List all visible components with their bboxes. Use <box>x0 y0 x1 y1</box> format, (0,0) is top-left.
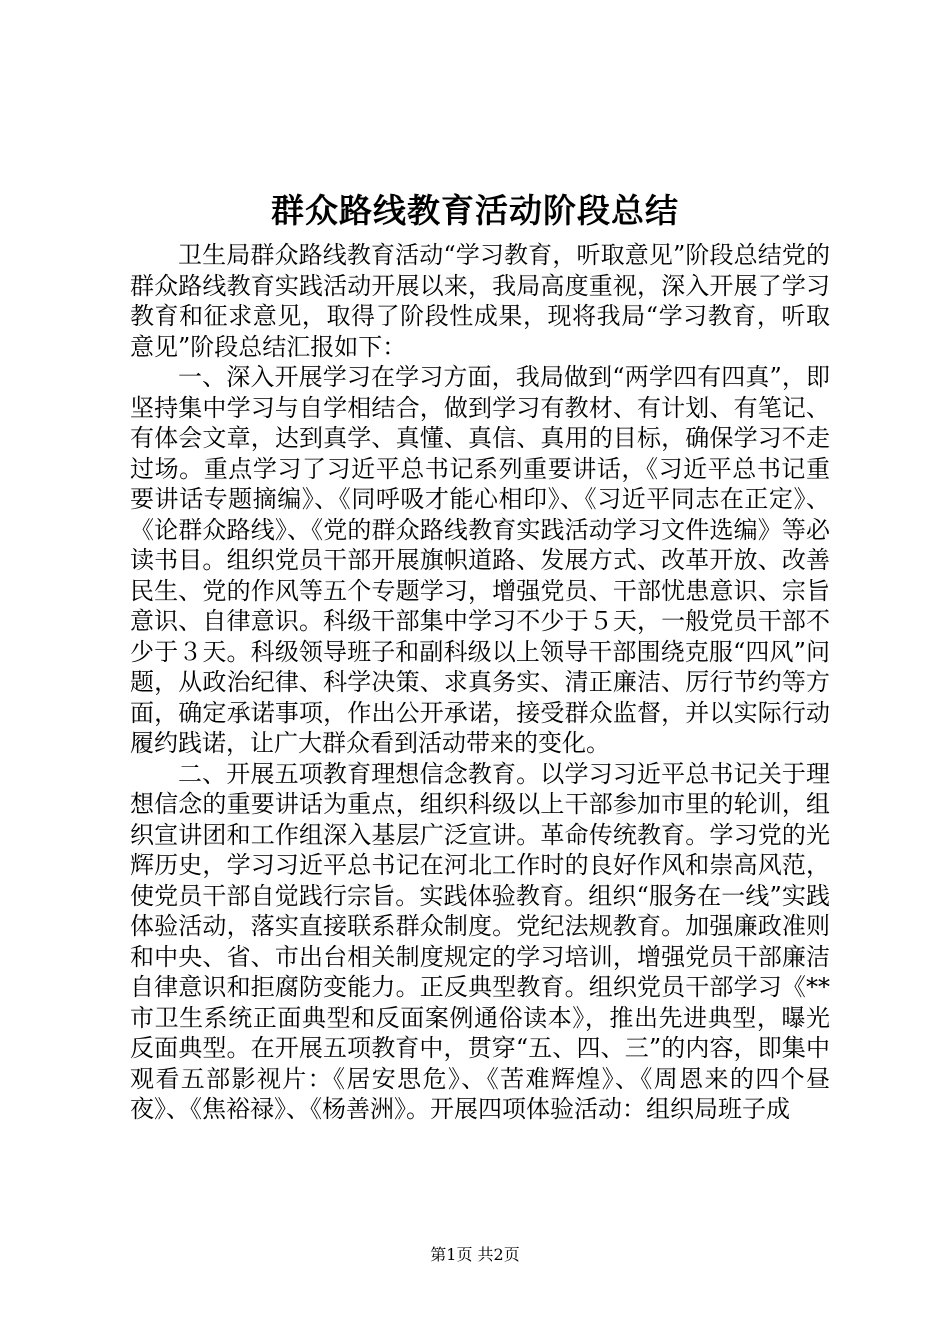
paragraph-section-one: 一、深入开展学习在学习方面，我局做到“两学四有四真”，即坚持集中学习与自学相结合，做到学习有教材、有计划、有笔记、有体会文章，达到真学、真懂、真信、真用的目标，确保学习不走过场。重点学习了习近平总书记系列重要讲话，《习近平总书记重要讲话专题摘编》、《同呼吸才能心相印》、《习近平同志在正定》、《论群众路线》、《党的群众路线教育实践活动学习文件选编》等必读书目。组织党员干部开展旗帜道路、发展方式、改革开放、改善民生、党的作风等五个专题学习，增强党员、干部忧患意识、宗旨意识、自律意识。科级干部集中学习不少于５天，一般党员干部不少于３天。科级领导班子和副科级以上领导干部围绕克服“四风”问题，从政治纪律、科学决策、求真务实、清正廉洁、厉行节约等方面，确定承诺事项，作出公开承诺，接受群众监督，并以实际行动履约践诺，让广大群众看到活动带来的变化。 <box>130 363 830 757</box>
document-body <box>130 240 830 1125</box>
document-title: 群众路线教育活动阶段总结 <box>271 191 679 230</box>
paragraph-intro: 卫生局群众路线教育活动“学习教育，听取意见”阶段总结党的群众路线教育实践活动开展以来，我局高度重视，深入开展了学习教育和征求意见，取得了阶段性成果，现将我局“学习教育，听取意见”阶段总结汇报如下： <box>130 241 830 361</box>
paragraph-section-two: 二、开展五项教育理想信念教育。以学习习近平总书记关于理想信念的重要讲话为重点，组织科级以上干部参加市里的轮训，组织宣讲团和工作组深入基层广泛宣讲。革命传统教育。学习党的光辉历史，学习习近平总书记在河北工作时的良好作风和崇高风范，使党员干部自觉践行宗旨。实践体验教育。组织“服务在一线”实践体验活动，落实直接联系群众制度。党纪法规教育。加强廉政准则和中央、省、市出台相关制度规定的学习培训，增强党员干部廉洁自律意识和拒腐防变能力。正反典型教育。组织党员干部学习《**市卫生系统正面典型和反面案例通俗读本》，推出先进典型，曝光反面典型。在开展五项教育中，贯穿“五、四、三”的内容，即集中观看五部影视片：《居安思危》、《苦难辉煌》、《周恩来的四个昼夜》、《焦裕禄》、《杨善洲》。开展四项体验活动：组织局班子成 <box>130 759 830 1123</box>
page-number-footer: 第1页 共2页 <box>430 1245 520 1264</box>
